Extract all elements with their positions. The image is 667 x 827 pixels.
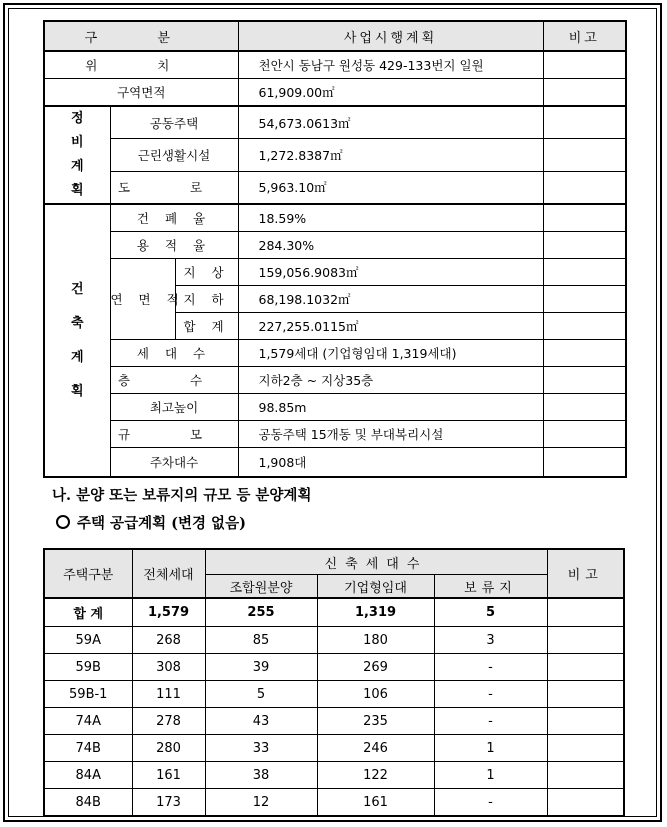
cell-reserve: 3 (434, 627, 547, 654)
parking-value: 1,908대 (238, 448, 543, 478)
header-rental: 기업형임대 (317, 575, 434, 599)
remark-cell (543, 340, 626, 367)
cell-total: 280 (132, 735, 205, 762)
cell-type: 84B (44, 789, 132, 817)
zone-area-value: 61,909.00㎡ (238, 79, 543, 107)
cell-type: 74B (44, 735, 132, 762)
maint-row-label: 도 로 (110, 171, 238, 204)
sub-heading-text: 주택 공급계획 (변경 없음) (77, 515, 246, 532)
group-char: 획 (70, 183, 84, 198)
cell-type: 59B (44, 654, 132, 681)
cell-rental: 161 (317, 789, 434, 817)
table-row (44, 681, 624, 708)
cell-total: 308 (132, 654, 205, 681)
scale-value: 공동주택 15개동 및 부대복리시설 (238, 421, 543, 448)
remark-cell (543, 106, 626, 139)
remark-cell (543, 79, 626, 107)
cell-type: 74A (44, 708, 132, 735)
housing-supply-table (43, 548, 625, 817)
remark-cell (543, 139, 626, 171)
far-value: 284.30% (238, 232, 543, 259)
group-char: 비 (70, 135, 84, 150)
floor-area-sub-label: 지 하 (175, 286, 238, 313)
maintenance-group-label (44, 106, 110, 204)
remark-cell (543, 394, 626, 421)
cell-remark (547, 654, 624, 681)
floor-area-sub-label: 합 계 (175, 313, 238, 340)
maint-row-value: 5,963.10㎡ (238, 171, 543, 204)
coverage-label: 건 폐 율 (110, 204, 238, 232)
cell-total: 173 (132, 789, 205, 817)
remark-cell (543, 286, 626, 313)
cell-remark (547, 681, 624, 708)
floor-area-value: 227,255.0115㎡ (238, 313, 543, 340)
remark-cell (543, 204, 626, 232)
cell-reserve: - (434, 681, 547, 708)
group-char: 건 (70, 281, 84, 297)
table-row (44, 627, 624, 654)
table-row (44, 762, 624, 789)
maint-row-value: 54,673.0613㎡ (238, 106, 543, 139)
cell-type: 59B-1 (44, 681, 132, 708)
cell-rental: 1,319 (317, 598, 434, 627)
header-type: 주택구분 (44, 549, 132, 598)
zone-area-label: 구역면적 (44, 79, 238, 107)
remark-cell (543, 51, 626, 79)
cell-total: 278 (132, 708, 205, 735)
group-char: 축 (70, 315, 84, 331)
cell-member: 33 (205, 735, 317, 762)
cell-reserve: 1 (434, 762, 547, 789)
location-label: 위 치 (44, 51, 238, 79)
coverage-value: 18.59% (238, 204, 543, 232)
section-heading: 나. 분양 또는 보류지의 규모 등 분양계획 (52, 487, 312, 504)
cell-member: 38 (205, 762, 317, 789)
max-height-label: 최고높이 (110, 394, 238, 421)
remark-cell (543, 171, 626, 204)
header-remark: 비고 (547, 549, 624, 598)
maint-row-label: 공동주택 (110, 106, 238, 139)
remark-cell (543, 259, 626, 286)
table-row (44, 708, 624, 735)
cell-type: 59A (44, 627, 132, 654)
cell-member: 39 (205, 654, 317, 681)
table-row (44, 789, 624, 817)
total-row (44, 598, 624, 627)
header-reserve: 보류지 (434, 575, 547, 599)
households-value: 1,579세대 (기업형임대 1,319세대) (238, 340, 543, 367)
cell-total: 268 (132, 627, 205, 654)
cell-member: 5 (205, 681, 317, 708)
cell-remark (547, 789, 624, 817)
cell-member: 43 (205, 708, 317, 735)
cell-reserve: - (434, 789, 547, 817)
building-group-label (44, 204, 110, 477)
group-char: 계 (70, 159, 84, 174)
cell-total: 161 (132, 762, 205, 789)
cell-member: 255 (205, 598, 317, 627)
floors-value: 지하2층 ~ 지상35층 (238, 367, 543, 394)
cell-type: 84A (44, 762, 132, 789)
households-label: 세 대 수 (110, 340, 238, 367)
cell-type: 합 계 (44, 598, 132, 627)
maint-row-label: 근린생활시설 (110, 139, 238, 171)
cell-reserve: 1 (434, 735, 547, 762)
header-plan: 사업시행계획 (238, 21, 543, 51)
cell-reserve: - (434, 654, 547, 681)
group-char: 계 (70, 349, 84, 365)
cell-rental: 235 (317, 708, 434, 735)
remark-cell (543, 367, 626, 394)
header-category: 구 분 (44, 21, 238, 51)
floors-label: 층 수 (110, 367, 238, 394)
maint-row-value: 1,272.8387㎡ (238, 139, 543, 171)
header-remark: 비고 (543, 21, 626, 51)
cell-rental: 246 (317, 735, 434, 762)
project-plan-table (43, 20, 627, 478)
cell-total: 1,579 (132, 598, 205, 627)
max-height-value: 98.85m (238, 394, 543, 421)
remark-cell (543, 448, 626, 478)
cell-remark (547, 627, 624, 654)
group-char: 획 (70, 383, 84, 399)
floor-area-value: 68,198.1032㎡ (238, 286, 543, 313)
header-member: 조합원분양 (205, 575, 317, 599)
scale-label: 규 모 (110, 421, 238, 448)
cell-member: 12 (205, 789, 317, 817)
cell-remark (547, 762, 624, 789)
cell-remark (547, 735, 624, 762)
floor-area-sub-label: 지 상 (175, 259, 238, 286)
floor-area-label: 연 면 적 (110, 259, 175, 340)
group-char: 정 (70, 111, 84, 126)
cell-rental: 269 (317, 654, 434, 681)
location-value: 천안시 동남구 원성동 429-133번지 일원 (238, 51, 543, 79)
parking-label: 주차대수 (110, 448, 238, 478)
cell-reserve: 5 (434, 598, 547, 627)
table-row (44, 654, 624, 681)
header-new: 신축세대수 (205, 549, 547, 575)
cell-remark (547, 708, 624, 735)
sub-heading (56, 512, 246, 533)
cell-rental: 106 (317, 681, 434, 708)
cell-rental: 180 (317, 627, 434, 654)
remark-cell (543, 313, 626, 340)
header-total: 전체세대 (132, 549, 205, 598)
floor-area-value: 159,056.9083㎡ (238, 259, 543, 286)
remark-cell (543, 232, 626, 259)
cell-reserve: - (434, 708, 547, 735)
table-row (44, 735, 624, 762)
far-label: 용 적 율 (110, 232, 238, 259)
circle-bullet-icon (56, 515, 70, 529)
cell-rental: 122 (317, 762, 434, 789)
cell-member: 85 (205, 627, 317, 654)
remark-cell (543, 421, 626, 448)
cell-total: 111 (132, 681, 205, 708)
cell-remark (547, 598, 624, 627)
